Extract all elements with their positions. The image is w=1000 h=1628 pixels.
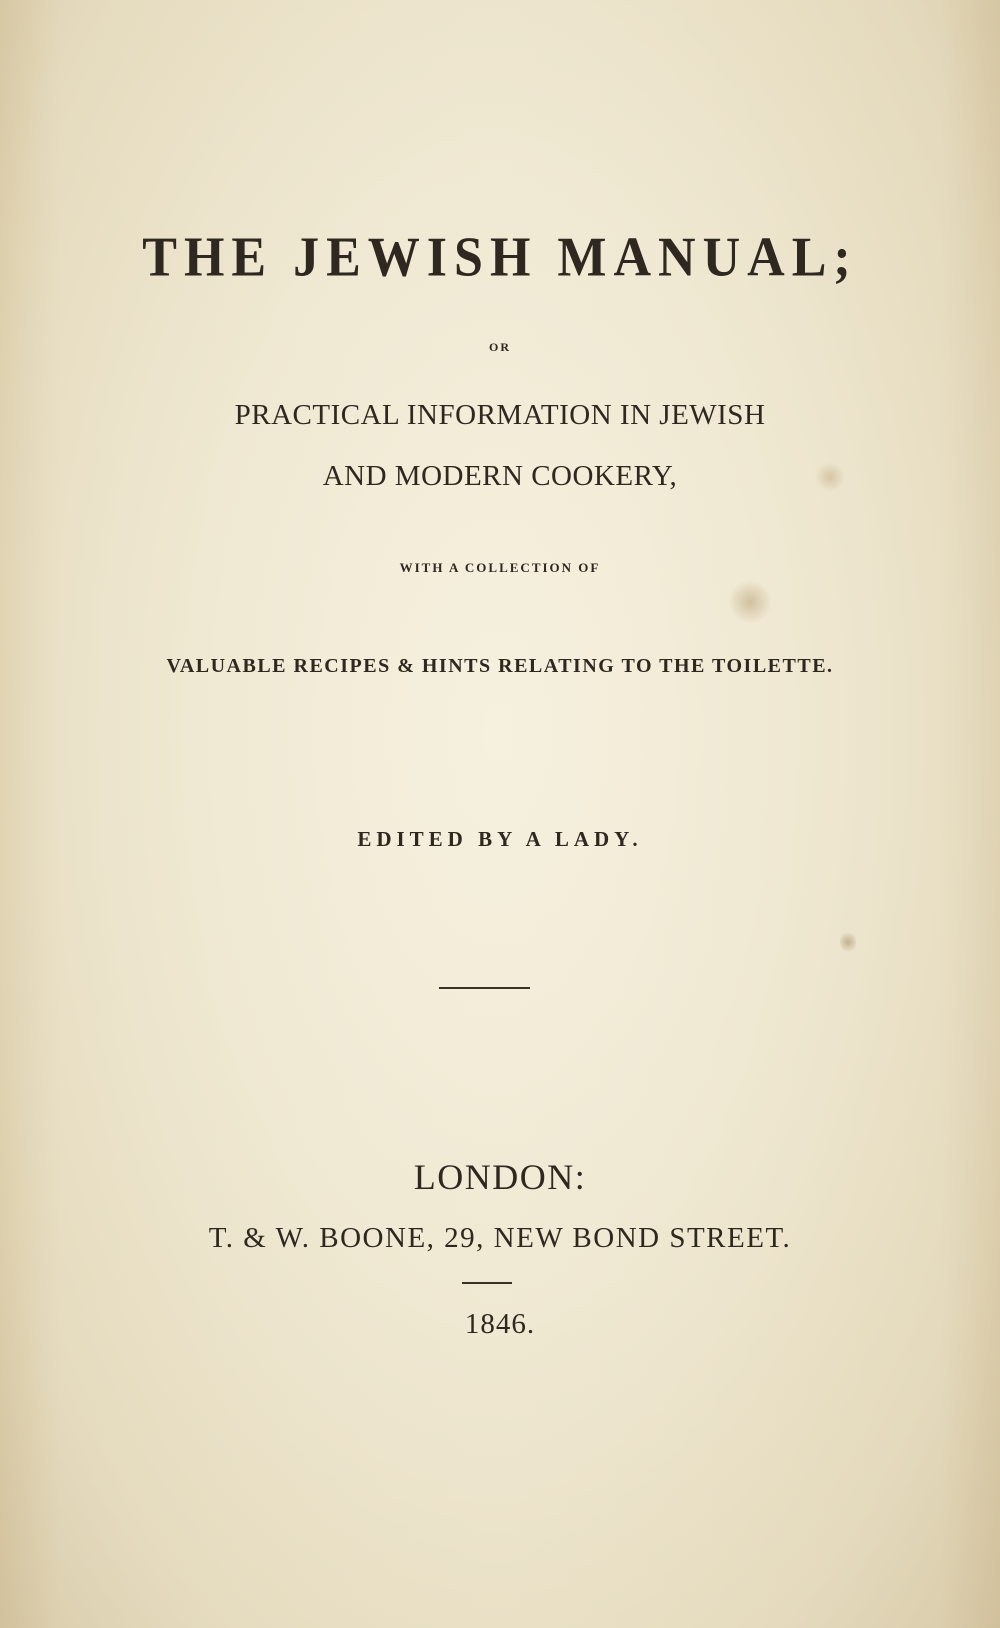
- publication-city: LONDON:: [413, 1157, 587, 1197]
- publication-year: 1846.: [464, 1308, 536, 1340]
- publisher-line: T. & W. BOONE, 29, NEW BOND STREET.: [208, 1222, 792, 1254]
- subtitle-line-2: AND MODERN COOKERY,: [322, 460, 678, 492]
- foxing-stain: [840, 930, 856, 954]
- with-collection-line: WITH A COLLECTION OF: [399, 560, 601, 575]
- foxing-stain: [728, 580, 772, 624]
- or-connector: OR: [489, 340, 511, 354]
- subtitle-line-1: PRACTICAL INFORMATION IN JEWISH: [234, 399, 766, 431]
- short-divider-rule: [462, 1282, 512, 1284]
- divider-rule: [439, 987, 530, 989]
- recipes-line: VALUABLE RECIPES & HINTS RELATING TO THE TOILETTE.: [166, 655, 834, 677]
- book-title: THE JEWISH MANUAL;: [142, 226, 858, 289]
- editor-line: EDITED BY A LADY.: [357, 827, 643, 851]
